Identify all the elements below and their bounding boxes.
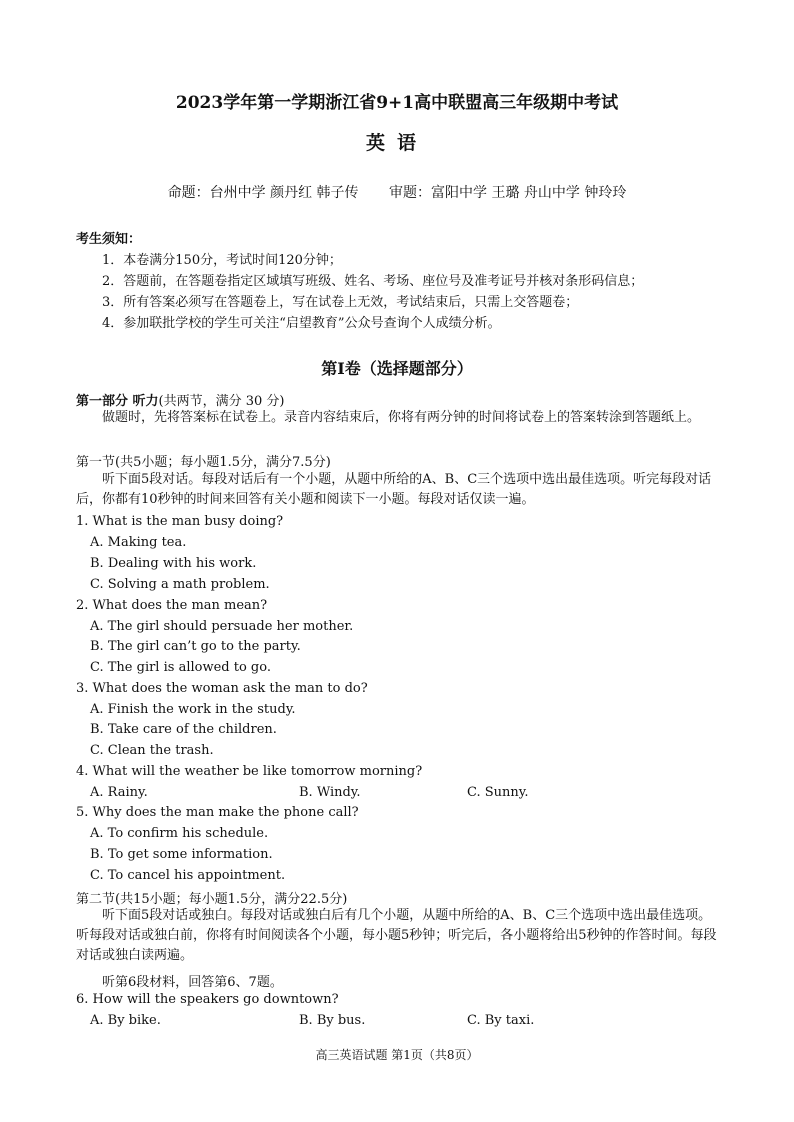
question-1-option-a: A. Making tea. (90, 535, 187, 550)
question-3: 3. What does the woman ask the man to do? (76, 681, 368, 696)
part1-heading-rest: (共两节，满分 30 分) (158, 394, 285, 409)
question-6-option-a: A. By bike. (90, 1013, 161, 1028)
exam-title: 2023学年第一学期浙江省9+1高中联盟高三年级期中考试 (175, 93, 619, 113)
part1-heading-bold: 第一部分 听力 (76, 394, 159, 409)
section2-note: 听第6段材料，回答第6、7题。 (102, 975, 283, 990)
question-6-option-b: B. By bus. (299, 1013, 366, 1028)
section1-heading: 第一节(共5小题；每小题1.5分，满分7.5分) (76, 455, 331, 470)
question-5-option-b: B. To get some information. (90, 847, 273, 862)
exam-subject: 英语 (365, 132, 428, 154)
question-2-option-a: A. The girl should persuade her mother. (90, 619, 354, 634)
notice-heading: 考生须知： (76, 232, 142, 247)
question-6: 6. How will the speakers go downtown? (76, 992, 339, 1007)
question-1-option-b: B. Dealing with his work. (90, 556, 257, 571)
question-5: 5. Why does the man make the phone call? (76, 805, 359, 820)
question-6-option-c: C. By taxi. (467, 1013, 535, 1028)
question-4-option-b: B. Windy. (299, 785, 361, 800)
question-3-option-b: B. Take care of the children. (90, 722, 277, 737)
volume-title: 第Ⅰ卷（选择题部分） (321, 359, 473, 378)
page-footer: 高三英语试题 第1页（共8页） (315, 1048, 479, 1062)
part1-heading (76, 390, 284, 409)
part1-instruction: 做题时，先将答案标在试卷上。录音内容结束后，你将有两分钟的时间将试卷上的答案转涂到答题纸上。 (102, 410, 701, 425)
question-1-option-c: C. Solving a math problem. (90, 577, 270, 592)
question-2: 2. What does the man mean? (76, 598, 268, 613)
question-2-option-c: C. The girl is allowed to go. (90, 660, 271, 675)
question-5-option-c: C. To cancel his appointment. (90, 868, 286, 883)
notice-item-1: 1．本卷满分150分，考试时间120分钟； (102, 253, 342, 268)
question-3-option-a: A. Finish the work in the study. (90, 702, 296, 717)
question-5-option-a: A. To confirm his schedule. (90, 826, 269, 841)
section2-heading: 第二节(共15小题；每小题1.5分，满分22.5分) (76, 892, 348, 907)
question-1: 1. What is the man busy doing? (76, 514, 284, 529)
notice-item-3: 3．所有答案必须写在答题卷上，写在试卷上无效，考试结束后，只需上交答题卷； (102, 295, 579, 310)
notice-item-2: 2．答题前，在答题卷指定区域填写班级、姓名、考场、座位号及准考证号并核对条形码信息； (102, 274, 644, 289)
notice-item-4: 4．参加联批学校的学生可关注“启望教育”公众号查询个人成绩分析。 (102, 316, 501, 331)
question-2-option-b: B. The girl can’t go to the party. (90, 639, 301, 654)
exam-authors (0, 182, 794, 202)
question-3-option-c: C. Clean the trash. (90, 743, 214, 758)
question-4: 4. What will the weather be like tomorrow morning? (76, 764, 423, 779)
author-setters: 命题：台州中学 颜丹红 韩子传 (167, 185, 359, 201)
question-4-option-c: C. Sunny. (467, 785, 529, 800)
author-reviewers: 审题：富阳中学 王璐 舟山中学 钟玲玲 (389, 185, 627, 201)
question-4-option-a: A. Rainy. (90, 785, 148, 800)
section1-instruction: 听下面5段对话。每段对话后有一个小题，从题中所给的A、B、C三个选项中选出最佳选项。听完每段对话后，你都有10秒钟的时间来回答有关小题和阅读下一小题。每段对话仅读一遍。 (76, 472, 712, 507)
section2-instruction: 听下面5段对话或独白。每段对话或独白后有几个小题，从题中所给的A、B、C三个选项中选出最佳选项。听每段对话或独白前，你将有时间阅读各个小题，每小题5秒钟；听完后，各小题将给出5秒钟的作答时间。每段对话或独白读两遍。 (76, 908, 717, 963)
